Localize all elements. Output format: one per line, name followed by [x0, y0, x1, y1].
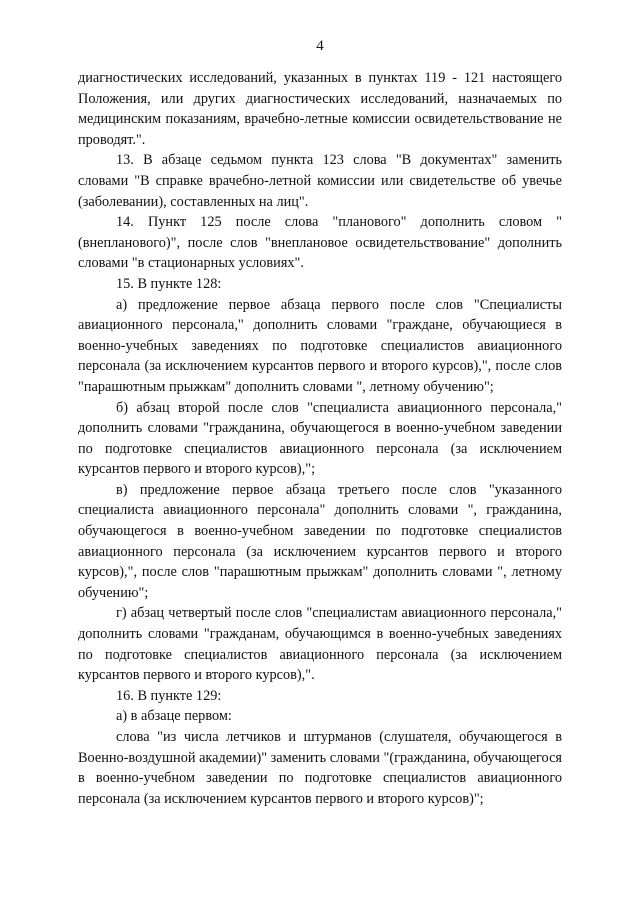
- paragraph-item-15g: г) абзац четвертый после слов "специалистам авиационного персонала," дополнить словами "гражданам, обучающимся в военно-учебных заведениях по подготовке специалистов авиационного персонала (за исключением курсантов первого и второго курсов),".: [78, 605, 562, 684]
- paragraph-item-15v: в) предложение первое абзаца третьего после слов "указанного специалиста авиационного персонала" дополнить словами ", гражданина, обучающегося в военно-учебном заведении по подготовке специалистов авиационного персонала (за исключением курсантов первого и второго курсов),", после слов "парашютным прыжкам" дополнить словами ", летному обучению";: [78, 481, 562, 601]
- page-number: 4: [316, 38, 324, 54]
- document-body: [78, 68, 562, 809]
- paragraph-continuation: диагностических исследований, указанных в пунктах 119 - 121 настоящего Положения, или других диагностических исследований, назначаемых по медицинским показаниям, врачебно-летные комиссии освидетельствование не проводят.".: [78, 70, 562, 148]
- paragraph-item-15b: б) абзац второй после слов "специалиста авиационного персонала," дополнить словами "гражданина, обучающегося в военно-учебном заведении по подготовке специалистов авиационного персонала (за исключением курсантов первого и второго курсов),";: [78, 399, 562, 478]
- paragraph-item-16a: а) в абзаце первом:: [116, 708, 232, 725]
- paragraph-item-16a-words: слова "из числа летчиков и штурманов (слушателя, обучающегося в Военно-воздушной академии)" заменить словами "(гражданина, обучающегося в военно-учебном заведении по подготовке специалистов авиационного персонала (за исключением курсантов первого и второго курсов)";: [78, 729, 562, 807]
- paragraph-item-16: 16. В пункте 129:: [116, 687, 222, 704]
- paragraph-item-15a: а) предложение первое абзаца первого после слов "Специалисты авиационного персонала," дополнить словами "граждане, обучающиеся в военно-учебных заведениях по подготовке специалистов авиационного персонала (за исключением курсантов первого и второго курсов),", после слов "парашютным прыжкам" дополнить словами ", летному обучению";: [78, 296, 562, 395]
- paragraph-item-14: 14. Пункт 125 после слова "планового" дополнить словом "(внепланового)", после слов "внеплановое освидетельствование" дополнить словами "в стационарных условиях".: [78, 214, 562, 272]
- paragraph-item-13: 13. В абзаце седьмом пункта 123 слова "В документах" заменить словами "В справке врачебно-летной комиссии или свидетельстве об увечье (заболевании), составленных на лиц".: [78, 152, 562, 210]
- paragraph-item-15: 15. В пункте 128:: [116, 275, 222, 292]
